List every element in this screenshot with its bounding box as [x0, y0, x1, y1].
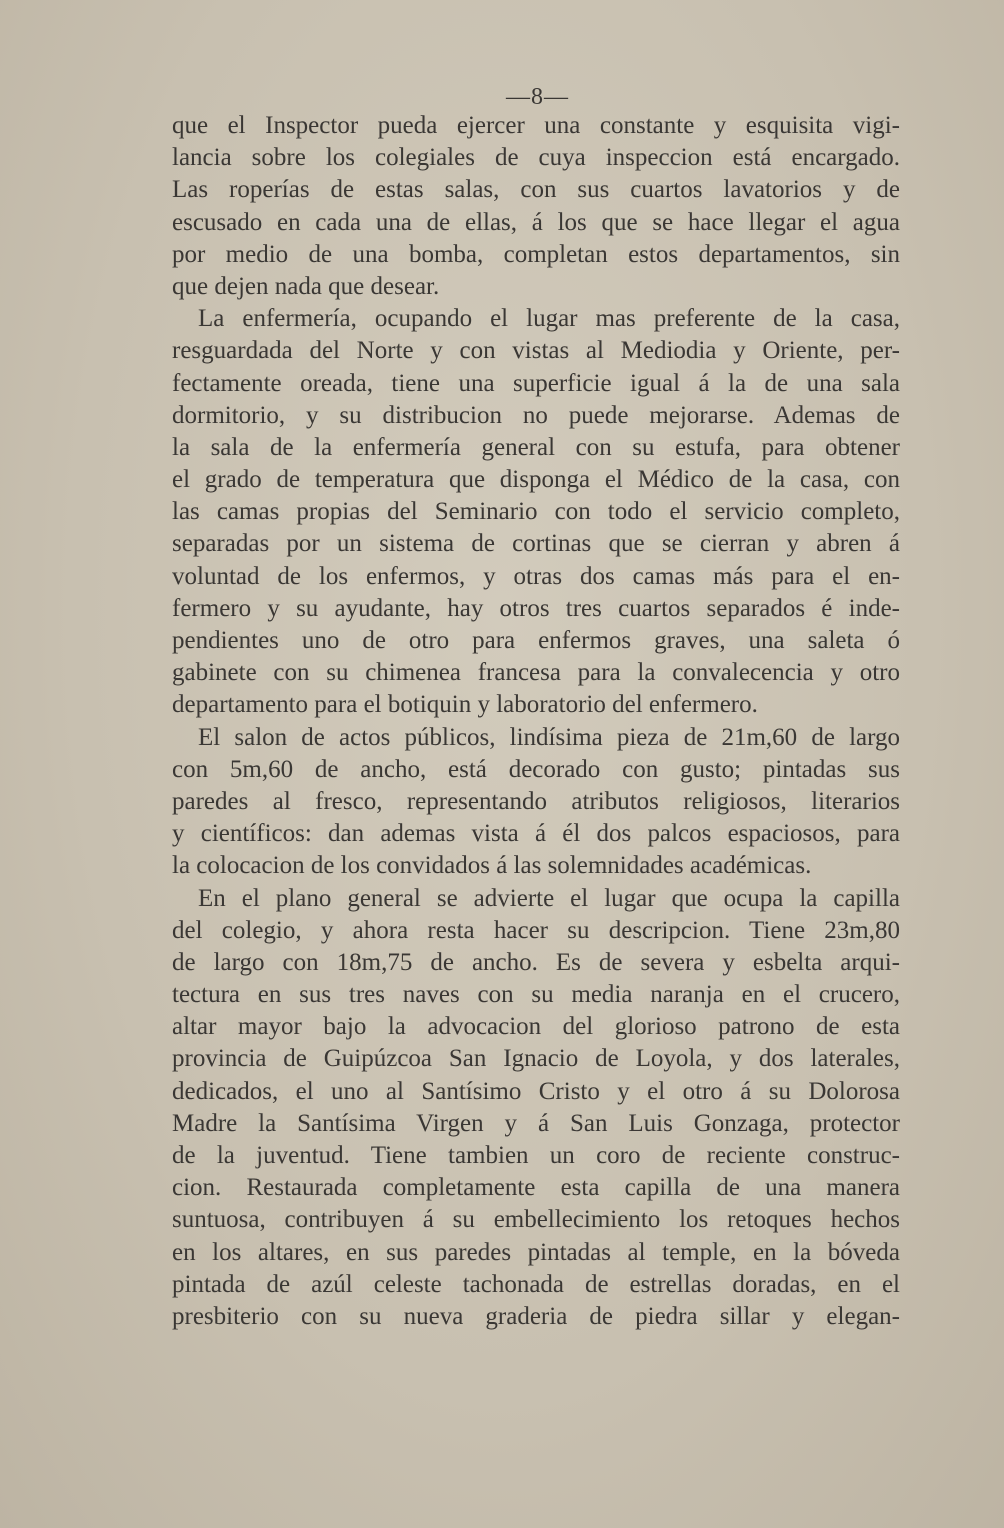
text-line: fectamente oreada, tiene una superficie igual á la de una sala — [172, 369, 900, 397]
text-line: fermero y su ayudante, hay otros tres cuartos separados é inde- — [172, 594, 900, 622]
text-line: paredes al fresco, representando atributos religiosos, literarios — [172, 787, 900, 815]
text-line: de la juventud. Tiene tambien un coro de reciente construc- — [172, 1142, 900, 1169]
text-line: escusado en cada una de ellas, á los que se hace llegar el agua — [172, 208, 900, 236]
text-line: que el Inspector pueda ejercer una constante y esquisita vigi- — [172, 112, 900, 139]
text-line: resguardada del Norte y con vistas al Mediodia y Oriente, per- — [172, 337, 900, 365]
text-line: provincia de Guipúzcoa San Ignacio de Loyola, y dos laterales, — [172, 1045, 900, 1073]
text-line: En el plano general se advierte el lugar que ocupa la capilla — [198, 884, 900, 912]
text-line: con 5m,60 de ancho, está decorado con gusto; pintadas sus — [172, 755, 900, 783]
text-line: Las roperías de estas salas, con sus cuartos lavatorios y de — [172, 176, 900, 204]
text-line: Madre la Santísima Virgen y á San Luis Gonzaga, protector — [172, 1109, 900, 1137]
text-line: y científicos: dan ademas vista á él dos palcos espaciosos, para — [172, 820, 900, 848]
text-line: altar mayor bajo la advocacion del glorioso patrono de esta — [172, 1013, 900, 1041]
text-line: separadas por un sistema de cortinas que se cierran y abren á — [172, 530, 900, 558]
text-line: suntuosa, contribuyen á su embellecimiento los retoques hechos — [172, 1206, 900, 1234]
text-line: gabinete con su chimenea francesa para la convalecencia y otro — [172, 659, 900, 687]
text-line: de largo con 18m,75 de ancho. Es de severa y esbelta arqui- — [172, 948, 900, 976]
text-line: la sala de la enfermería general con su estufa, para obtener — [172, 433, 900, 461]
text-line: las camas propias del Seminario con todo el servicio completo, — [172, 498, 900, 526]
text-line: tectura en sus tres naves con su media naranja en el crucero, — [172, 981, 900, 1009]
text-line: la colocacion de los convidados á las solemnidades académicas. — [172, 852, 812, 880]
text-line: dedicados, el uno al Santísimo Cristo y el otro á su Dolorosa — [172, 1077, 900, 1105]
text-line: del colegio, y ahora resta hacer su descripcion. Tiene 23m,80 — [172, 916, 900, 944]
text-line: por medio de una bomba, completan estos departamentos, sin — [172, 240, 900, 268]
body-text — [172, 110, 900, 1333]
text-line: dormitorio, y su distribucion no puede mejorarse. Ademas de — [172, 401, 900, 429]
text-line: La enfermería, ocupando el lugar mas preferente de la casa, — [198, 305, 900, 333]
text-line: departamento para el botiquin y laboratorio del enfermero. — [172, 691, 758, 719]
page-number: —8— — [506, 84, 569, 110]
text-line: lancia sobre los colegiales de cuya inspeccion está encargado. — [172, 144, 900, 172]
text-line: cion. Restaurada completamente esta capilla de una manera — [172, 1174, 900, 1202]
text-line: El salon de actos públicos, lindísima pieza de 21m,60 de largo — [198, 723, 900, 751]
text-line: el grado de temperatura que disponga el Médico de la casa, con — [172, 466, 900, 494]
text-line: pintada de azúl celeste tachonada de estrellas doradas, en el — [172, 1270, 900, 1298]
text-line: pendientes uno de otro para enfermos graves, una saleta ó — [172, 627, 900, 654]
text-line: presbiterio con su nueva graderia de piedra sillar y elegan- — [172, 1302, 900, 1330]
text-line: que dejen nada que desear. — [172, 272, 440, 300]
text-line: en los altares, en sus paredes pintadas al temple, en la bóveda — [172, 1238, 900, 1266]
text-line: voluntad de los enfermos, y otras dos camas más para el en- — [172, 562, 900, 590]
